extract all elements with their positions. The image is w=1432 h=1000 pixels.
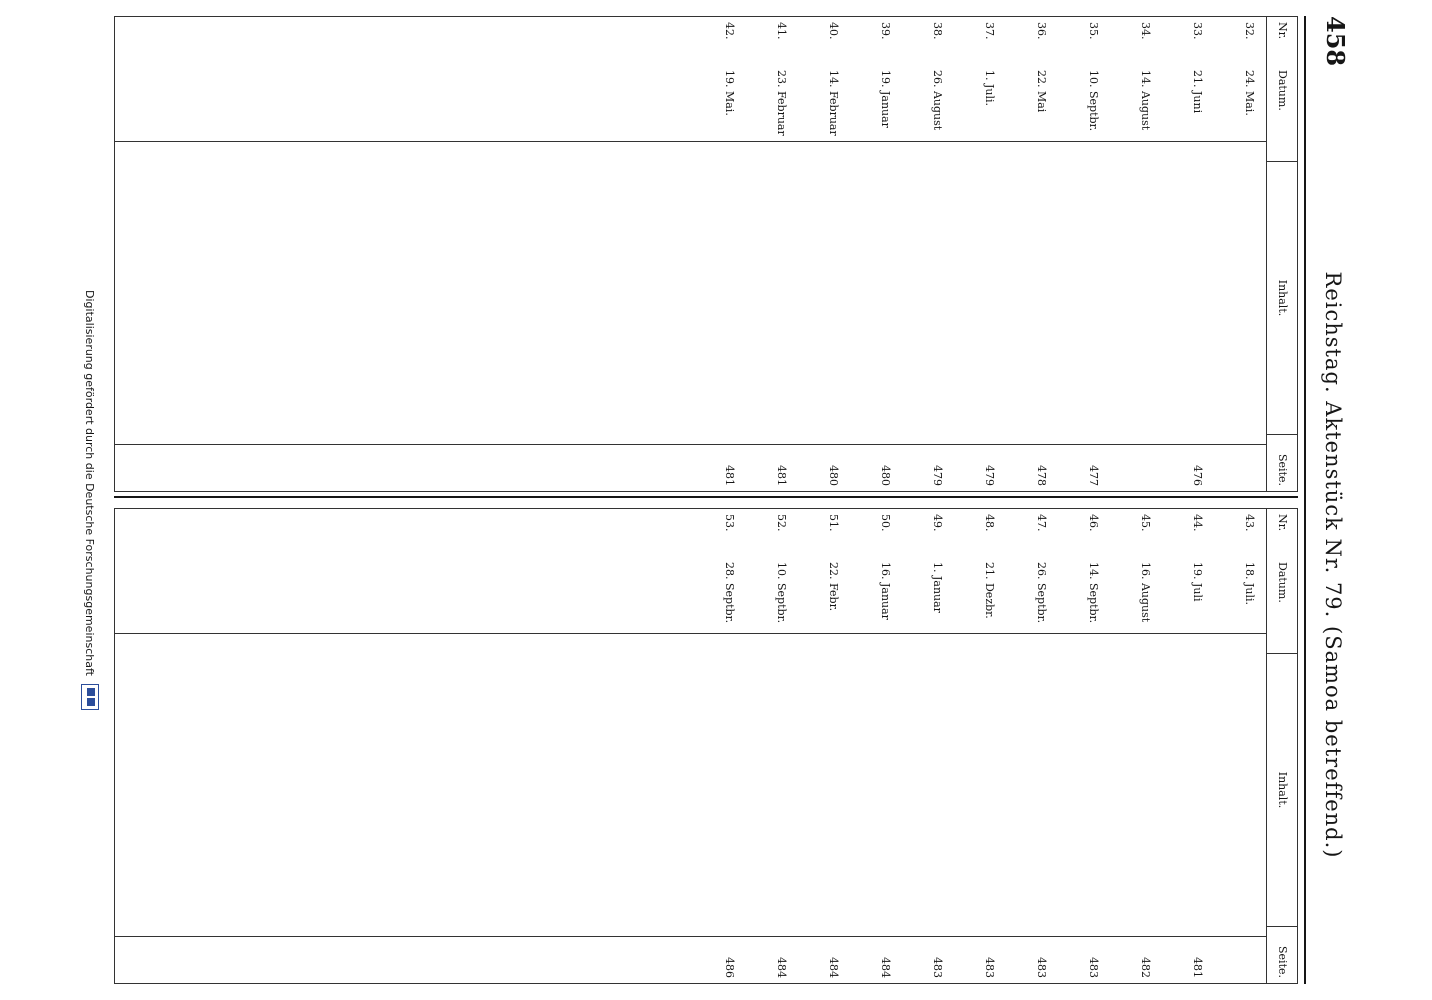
row-content-unreadable (1152, 161, 1162, 435)
row-number: 53. (723, 514, 736, 532)
row-date: 28. Septbr. (723, 562, 736, 624)
table-row (694, 509, 746, 983)
row-date: 1. Juli. (983, 70, 996, 107)
row-page: 483 (1087, 957, 1100, 978)
row-number: 41. (775, 22, 788, 40)
row-content-unreadable (736, 161, 746, 435)
table-row (694, 17, 746, 491)
right-table-body (114, 509, 1266, 983)
row-content-unreadable (892, 161, 902, 435)
row-number: 34. (1139, 22, 1152, 40)
row-date: 26. Septbr. (1035, 562, 1048, 624)
row-number: 35. (1087, 22, 1100, 40)
row-date: 19. Januar (879, 70, 892, 128)
row-number: 37. (983, 22, 996, 40)
table-row (1006, 509, 1058, 983)
row-number: 50. (879, 514, 892, 532)
row-content-unreadable (1100, 161, 1110, 435)
row-page: 479 (931, 465, 944, 486)
row-date: 19. Juli (1191, 562, 1204, 602)
row-page (1152, 435, 1162, 491)
row-date: 14. August (1139, 70, 1152, 131)
row-date: 21. Juni (1191, 70, 1204, 114)
document-page (66, 0, 1366, 1000)
row-number: 39. (879, 22, 892, 40)
row-date: 19. Mai. (723, 70, 736, 116)
footer-credit (78, 16, 102, 984)
row-content-unreadable (840, 161, 850, 435)
table-row (902, 509, 954, 983)
row-date: 26. August (931, 70, 944, 131)
row-date: 10. Septbr. (775, 562, 788, 624)
row-date: 22. Febr. (827, 562, 840, 612)
row-number: 51. (827, 514, 840, 532)
row-page: 483 (1035, 957, 1048, 978)
table-row (1110, 17, 1162, 491)
right-table (114, 508, 1298, 984)
right-content-header: Inhalt. (1267, 653, 1297, 926)
row-number: 42. (723, 22, 736, 40)
right-table-panel (114, 508, 1298, 984)
row-content-unreadable (996, 161, 1006, 435)
table-row (1006, 17, 1058, 491)
right-date-header: Datum. (1276, 562, 1289, 603)
left-table-header (1266, 17, 1297, 491)
row-page: 480 (879, 465, 892, 486)
row-page: 476 (1191, 465, 1204, 486)
row-date: 23. Februar (775, 70, 788, 136)
table-row (1162, 509, 1214, 983)
row-content-unreadable (892, 653, 902, 927)
row-page: 481 (775, 465, 788, 486)
table-row (798, 17, 850, 491)
row-page: 481 (1191, 957, 1204, 978)
row-date: 14. Februar (827, 70, 840, 136)
table-row (954, 17, 1006, 491)
row-content-unreadable (788, 161, 798, 435)
row-content-unreadable (944, 653, 954, 927)
row-number: 45. (1139, 514, 1152, 532)
row-content-unreadable (840, 653, 850, 927)
column-divider (114, 496, 1298, 498)
table-row (1058, 17, 1110, 491)
row-date: 16. August (1139, 562, 1152, 623)
row-number: 32. (1243, 22, 1256, 40)
row-date: 10. Septbr. (1087, 70, 1100, 132)
row-page: 486 (723, 957, 736, 978)
row-number: 46. (1087, 514, 1100, 532)
left-table (114, 16, 1298, 492)
row-page: 483 (983, 957, 996, 978)
left-table-body (114, 17, 1266, 491)
left-content-header: Inhalt. (1267, 161, 1297, 434)
row-number: 40. (827, 22, 840, 40)
row-content-unreadable (1204, 653, 1214, 927)
row-content-unreadable (996, 653, 1006, 927)
row-date: 14. Septbr. (1087, 562, 1100, 624)
row-number: 36. (1035, 22, 1048, 40)
row-page: 482 (1139, 957, 1152, 978)
table-row (1214, 509, 1266, 983)
row-page: 479 (983, 465, 996, 486)
row-number: 52. (775, 514, 788, 532)
row-number: 44. (1191, 514, 1204, 532)
row-page: 480 (827, 465, 840, 486)
table-row (746, 509, 798, 983)
row-page: 484 (775, 957, 788, 978)
row-date: 16. Januar (879, 562, 892, 620)
page-number: 458 (1321, 16, 1350, 67)
table-row (1162, 17, 1214, 491)
row-content-unreadable (788, 653, 798, 927)
row-page: 481 (723, 465, 736, 486)
left-number-header: Nr. (1276, 22, 1289, 40)
table-row (798, 509, 850, 983)
running-head: Reichstag. Aktenstück Nr. 79. (Samoa betreffend.) (1321, 271, 1345, 859)
row-date: 1. Januar (931, 562, 944, 613)
row-page: 484 (879, 957, 892, 978)
header-rule (1304, 16, 1306, 984)
row-page: 478 (1035, 465, 1048, 486)
left-table-panel (114, 16, 1298, 492)
table-row (746, 17, 798, 491)
page-header (1308, 16, 1350, 984)
table-row (1058, 509, 1110, 983)
row-page: 484 (827, 957, 840, 978)
row-number: 47. (1035, 514, 1048, 532)
row-content-unreadable (736, 653, 746, 927)
row-number: 48. (983, 514, 996, 532)
row-content-unreadable (1256, 653, 1266, 927)
footer-note: Digitalisierung gefördert durch die Deutsche Forschungsgemeinschaft (83, 290, 97, 676)
row-number: 33. (1191, 22, 1204, 40)
right-page-header: Seite. (1267, 926, 1297, 983)
table-row (850, 17, 902, 491)
row-content-unreadable (1100, 653, 1110, 927)
row-content-unreadable (1204, 161, 1214, 435)
row-content-unreadable (1048, 161, 1058, 435)
row-date: 22. Mai (1035, 70, 1048, 113)
table-row (850, 509, 902, 983)
right-table-header (1266, 509, 1297, 983)
table-row (902, 17, 954, 491)
row-page: 483 (931, 957, 944, 978)
table-row (1110, 509, 1162, 983)
dfg-logo (81, 684, 99, 710)
left-page-header: Seite. (1267, 434, 1297, 491)
table-row (954, 509, 1006, 983)
row-content-unreadable (1256, 161, 1266, 435)
row-content-unreadable (1048, 653, 1058, 927)
row-page (1256, 927, 1266, 983)
right-number-header: Nr. (1276, 514, 1289, 532)
row-content-unreadable (1152, 653, 1162, 927)
row-number: 38. (931, 22, 944, 40)
row-date: 18. Juli. (1243, 562, 1256, 606)
table-row (1214, 17, 1266, 491)
row-date: 21. Dezbr. (983, 562, 996, 619)
row-date: 24. Mai. (1243, 70, 1256, 116)
row-content-unreadable (944, 161, 954, 435)
row-number: 49. (931, 514, 944, 532)
left-date-header: Datum. (1276, 70, 1289, 111)
row-page (1256, 435, 1266, 491)
row-number: 43. (1243, 514, 1256, 532)
row-page: 477 (1087, 465, 1100, 486)
